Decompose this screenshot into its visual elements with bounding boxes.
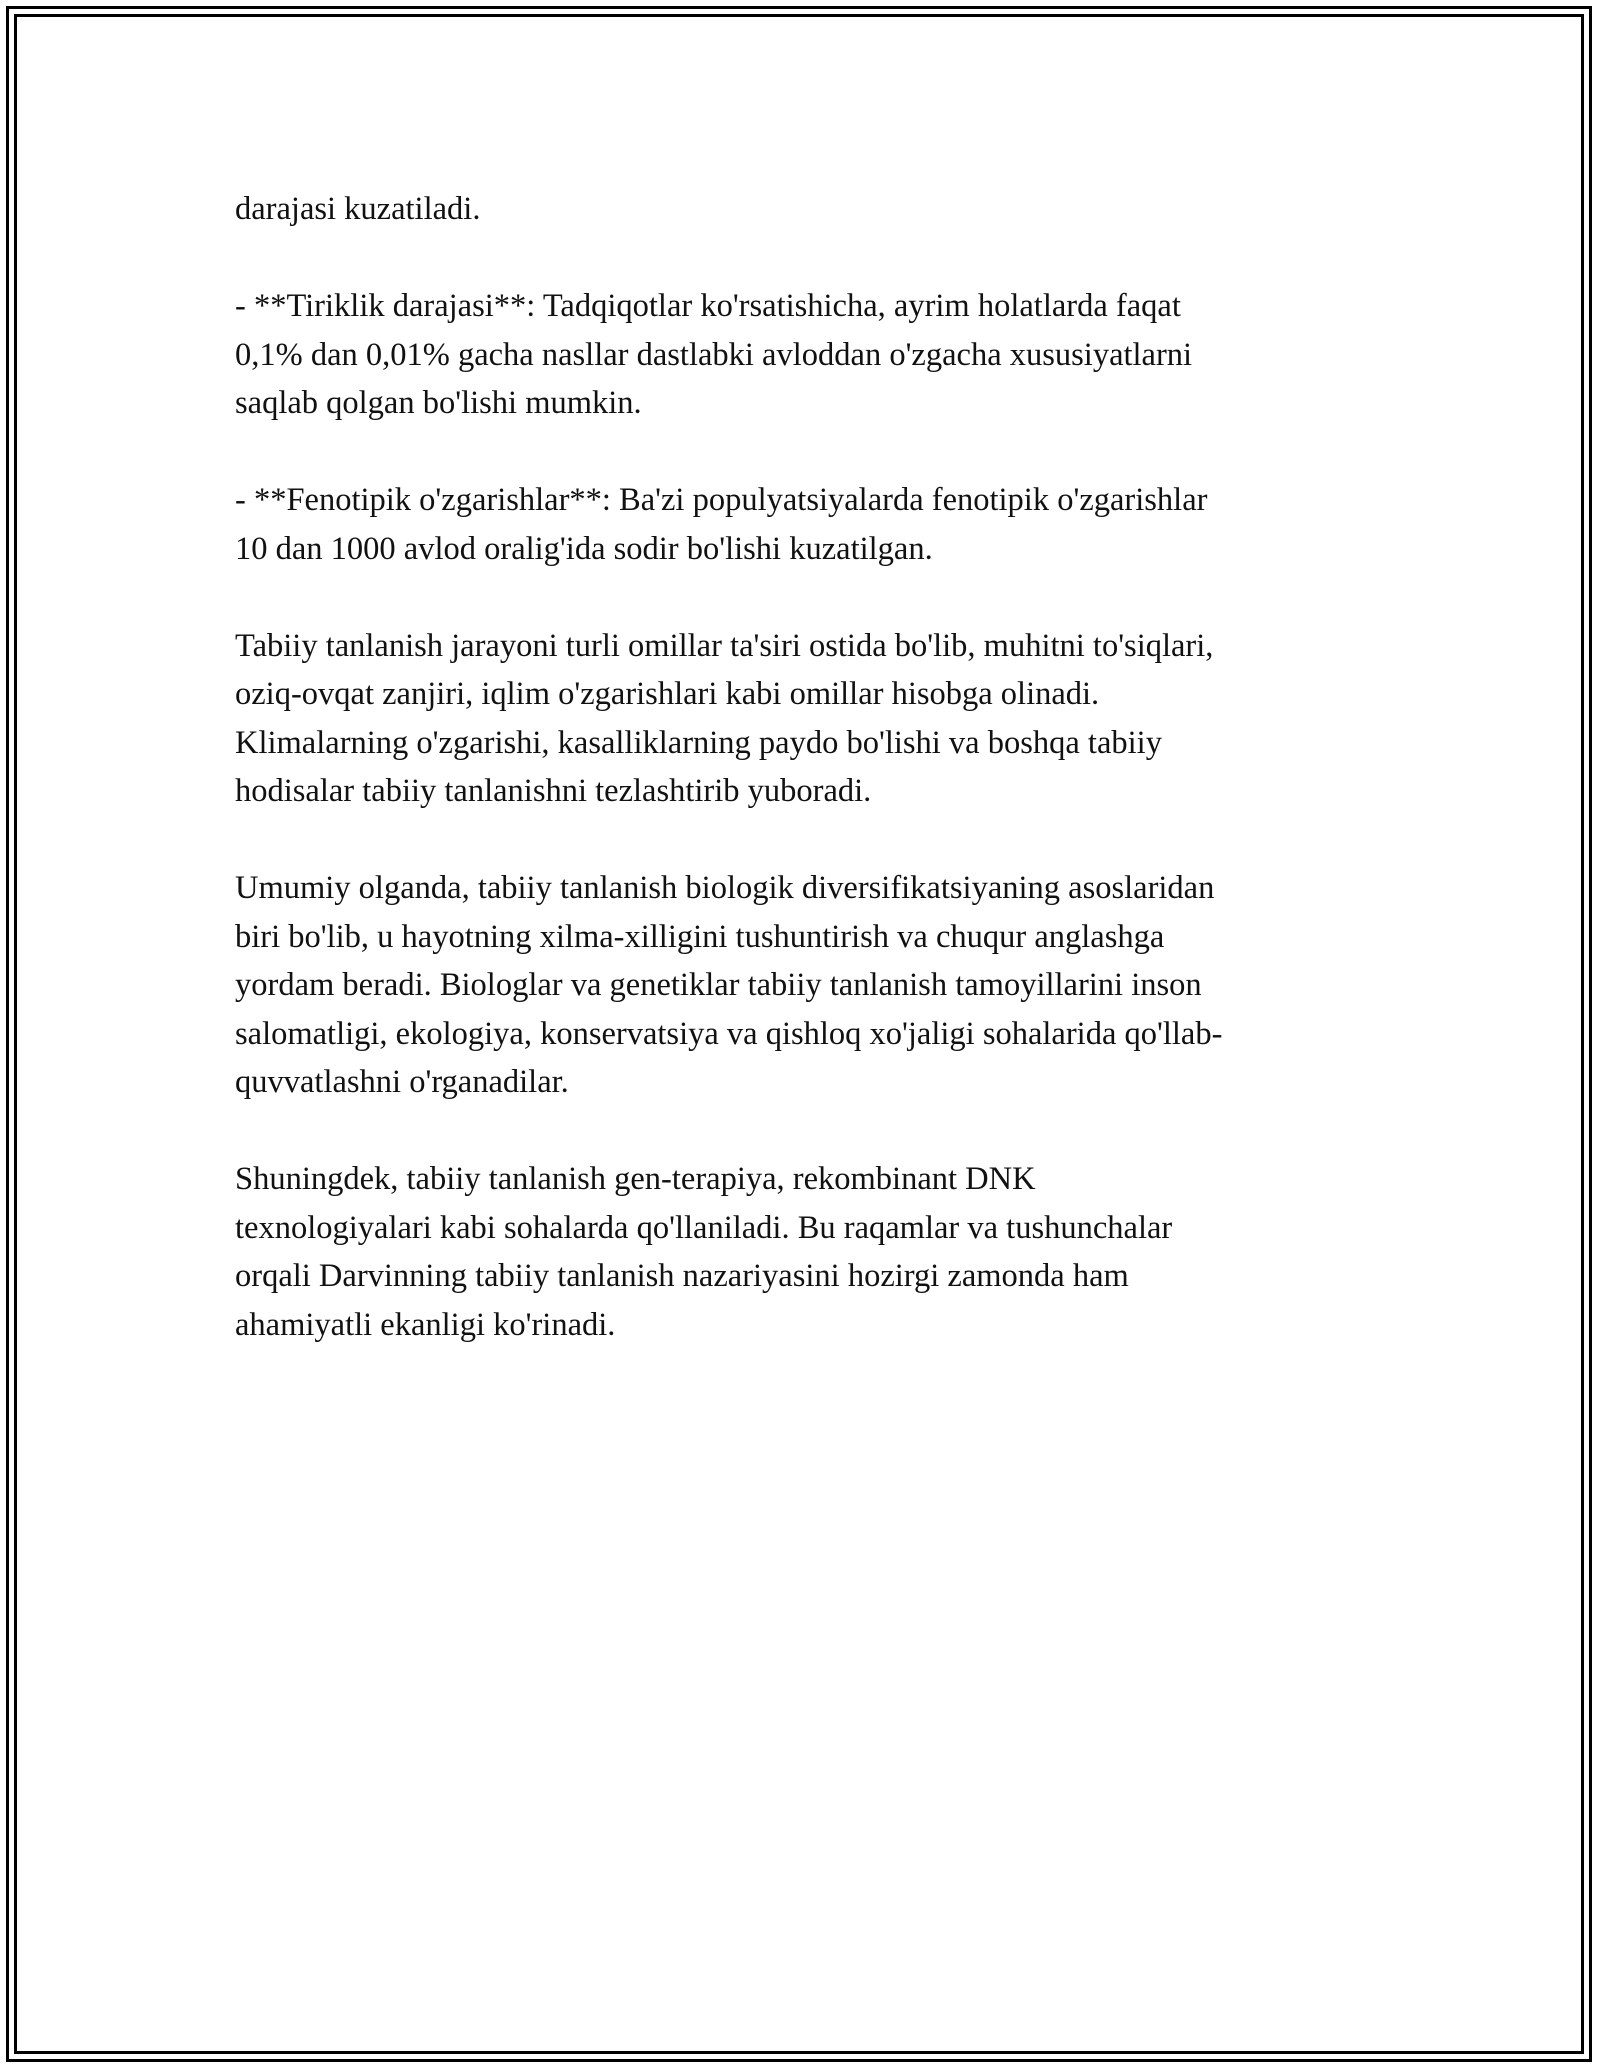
document-body — [235, 185, 1365, 1398]
paragraph-tabiiy-tanlanish-jarayoni: Tabiiy tanlanish jarayoni turli omillar ta'siri ostida bo'lib, muhitni to'siqlari, oziq-ovqat zanjiri, iqlim o'zgarishlari kabi omillar hisobga olinadi. Klimalarning o'zgarishi, kasalliklarning paydo bo'lishi va boshqa tabiiy hodisalar tabiiy tanlanishni tezlashtirib yuboradi. — [235, 627, 1214, 809]
paragraph-umumiy-olganda: Umumiy olganda, tabiiy tanlanish biologik diversifikatsiyaning asoslaridan biri bo'lib, u hayotning xilma-xilligini tushuntirish va chuqur anglashga yordam beradi. Biologlar va genetiklar tabiiy tanlanish tamoyillarini inson salomatligi, ekologiya, konservatsiya va qishloq xo'jaligi sohalarida qo'llab- quvvatlashni o'rganadilar. — [235, 870, 1223, 1100]
paragraph-fenotipik-ozgarishlar: - **Fenotipik o'zgarishlar**: Ba'zi populyatsiyalarda fenotipik o'zgarishlar 10 dan 1000 avlod oralig'ida sodir bo'lishi kuzatilgan. — [235, 482, 1208, 567]
paragraph-tiriklik-darajasi: - **Tiriklik darajasi**: Tadqiqotlar ko'rsatishicha, ayrim holatlarda faqat 0,1% dan 0,01% gacha nasllar dastlabki avloddan o'zgacha xususiyatlarni saqlab qolgan bo'lishi mumkin. — [235, 288, 1193, 421]
paragraph-continuation: darajasi kuzatiladi. — [235, 191, 481, 227]
paragraph-shuningdek: Shuningdek, tabiiy tanlanish gen-terapiya, rekombinant DNK texnologiyalari kabi sohalarda qo'llaniladi. Bu raqamlar va tushunchalar orqali Darvinning tabiiy tanlanish nazariyasini hozirgi zamonda ham ahamiyatli ekanligi ko'rinadi. — [235, 1161, 1173, 1343]
